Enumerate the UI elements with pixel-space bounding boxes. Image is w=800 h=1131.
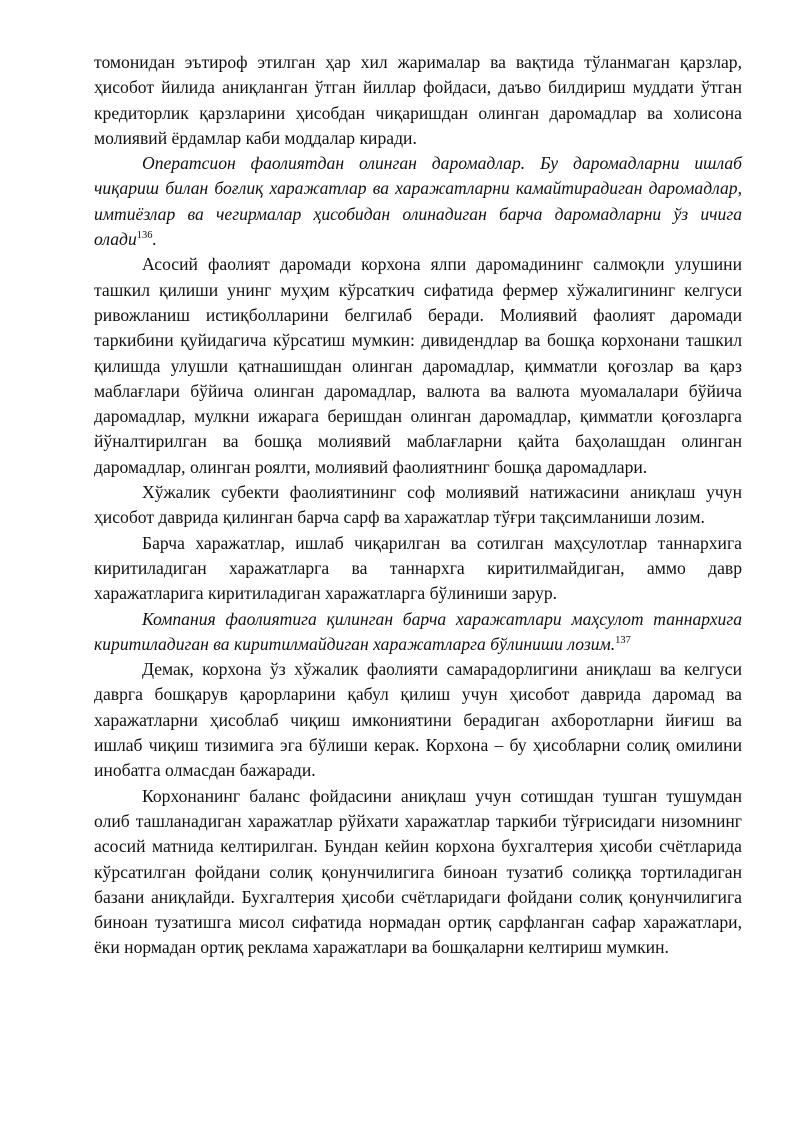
footnote-ref-136[interactable]: 136 — [136, 230, 153, 242]
operating-income-text: Оператсион фаолиятдан олинган даромадлар. Бу даромадларни ишлаб чиқариш билан боғлиқ харажатлар ва харажатларни камайтирадиган даромадлар, имтиёзлар ва чегирмалар ҳисобидан олинадиган барча даромадларни ўз ичига олади — [94, 153, 742, 250]
operating-income-period: . — [152, 229, 157, 250]
paragraph-balance-profit: Корхонанинг баланс фойдасини аниқлаш учун сотишдан тушган тушумдан олиб ташланадиган харажатлар рўйхати харажатлар таркиби тўғрисидаги низомнинг асосий матнида келтирилган. Бундан кейин корхона бухгалтерия ҳисоби счётларида кўрсатилган фойдани солиқ қонунчилигига биноан тузатиб солиққа тортиладиган базани аниқлайди. Бухгалтерия ҳисоби счётларидаги фойдани солиқ қонунчилигига биноан тузатишга мисол сифатида нормадан ортиқ сарфланган сафар харажатлари, ёки нормадан ортиқ реклама харажатлари ва бошқаларни келтириш мумкин. — [94, 785, 742, 958]
paragraph-expense-division: Барча харажатлар, ишлаб чиқарилган ва сотилган маҳсулотлар таннархига киритиладиган харажатларга ва таннархга киритилмайдиган, аммо давр харажатларига киритиладиган харажатларга бўлиниши зарур. — [94, 532, 742, 604]
paragraph-main-activity-income: Асосий фаолият даромади корхона ялпи даромадининг салмоқли улушини ташкил қилиши унинг муҳим кўрсаткич сифатида фермер хўжалигининг келгуси ривожланиш истиқболларини белгилаб беради. Молиявий фаолият даромади таркибини қуйидагича кўрсатиш мумкин: дивидендлар ва бошқа корхонани ташкил қилишда улушли қатнашишдан олинган даромадлар, қимматли қоғозлар ва қарз маблағлари бўйича олинган даромадлар, валюта ва валюта муомалалари бўйича даромадлар, мулкни ижарага беришдан олинган даромадлар, қимматли қоғозларга йўналтирилган ва бошқа молиявий маблағларни қайта баҳолашдан олинган даромадлар, олинган роялти, молиявий фаолиятнинг бошқа даромадлари. — [94, 254, 742, 477]
footnote-ref-137[interactable]: 137 — [615, 634, 631, 646]
paragraph-efficiency-determination: Демак, корхона ўз хўжалик фаолияти самарадорлигини аниқлаш ва келгуси даврга бошқарув қарорларини қабул қилиш учун ҳисобот даврида даромад ва харажатларни ҳисоблаб чиқиш имкониятини берадиган ахборотларни йиғиш ва ишлаб чиқиш тизимига эга бўлиши керак. Корхона – бу ҳисобларни солиқ омилини инобатга олмасдан бажаради. — [94, 659, 742, 781]
paragraph-fines-and-debts: томонидан эътироф этилган ҳар хил жарималар ва вақтида тўланмаган қарзлар, ҳисобот йилида аниқланган ўтган йиллар фойдаси, даъво билдириш муддати ўтган кредиторлик қарзларини ҳисобдан чиқаришдан олинган даромадлар ва холисона молиявий ёрдамлар каби моддалар киради. — [94, 52, 742, 148]
paragraph-net-financial-result: Хўжалик субекти фаолиятининг соф молиявий натижасини аниқлаш учун ҳисобот даврида қилинган барча сарф ва харажатлар тўғри тақсимланиши лозим. — [94, 482, 742, 528]
company-expenses-text: Компания фаолиятига қилинган барча харажатлари маҳсулот таннархига киритиладиган ва киритилмайдиган харажатларга бўлиниши лозим. — [94, 608, 742, 654]
paragraph-company-expenses-quote — [94, 607, 742, 658]
document-page — [94, 50, 742, 961]
paragraph-operating-income-definition — [94, 151, 742, 252]
